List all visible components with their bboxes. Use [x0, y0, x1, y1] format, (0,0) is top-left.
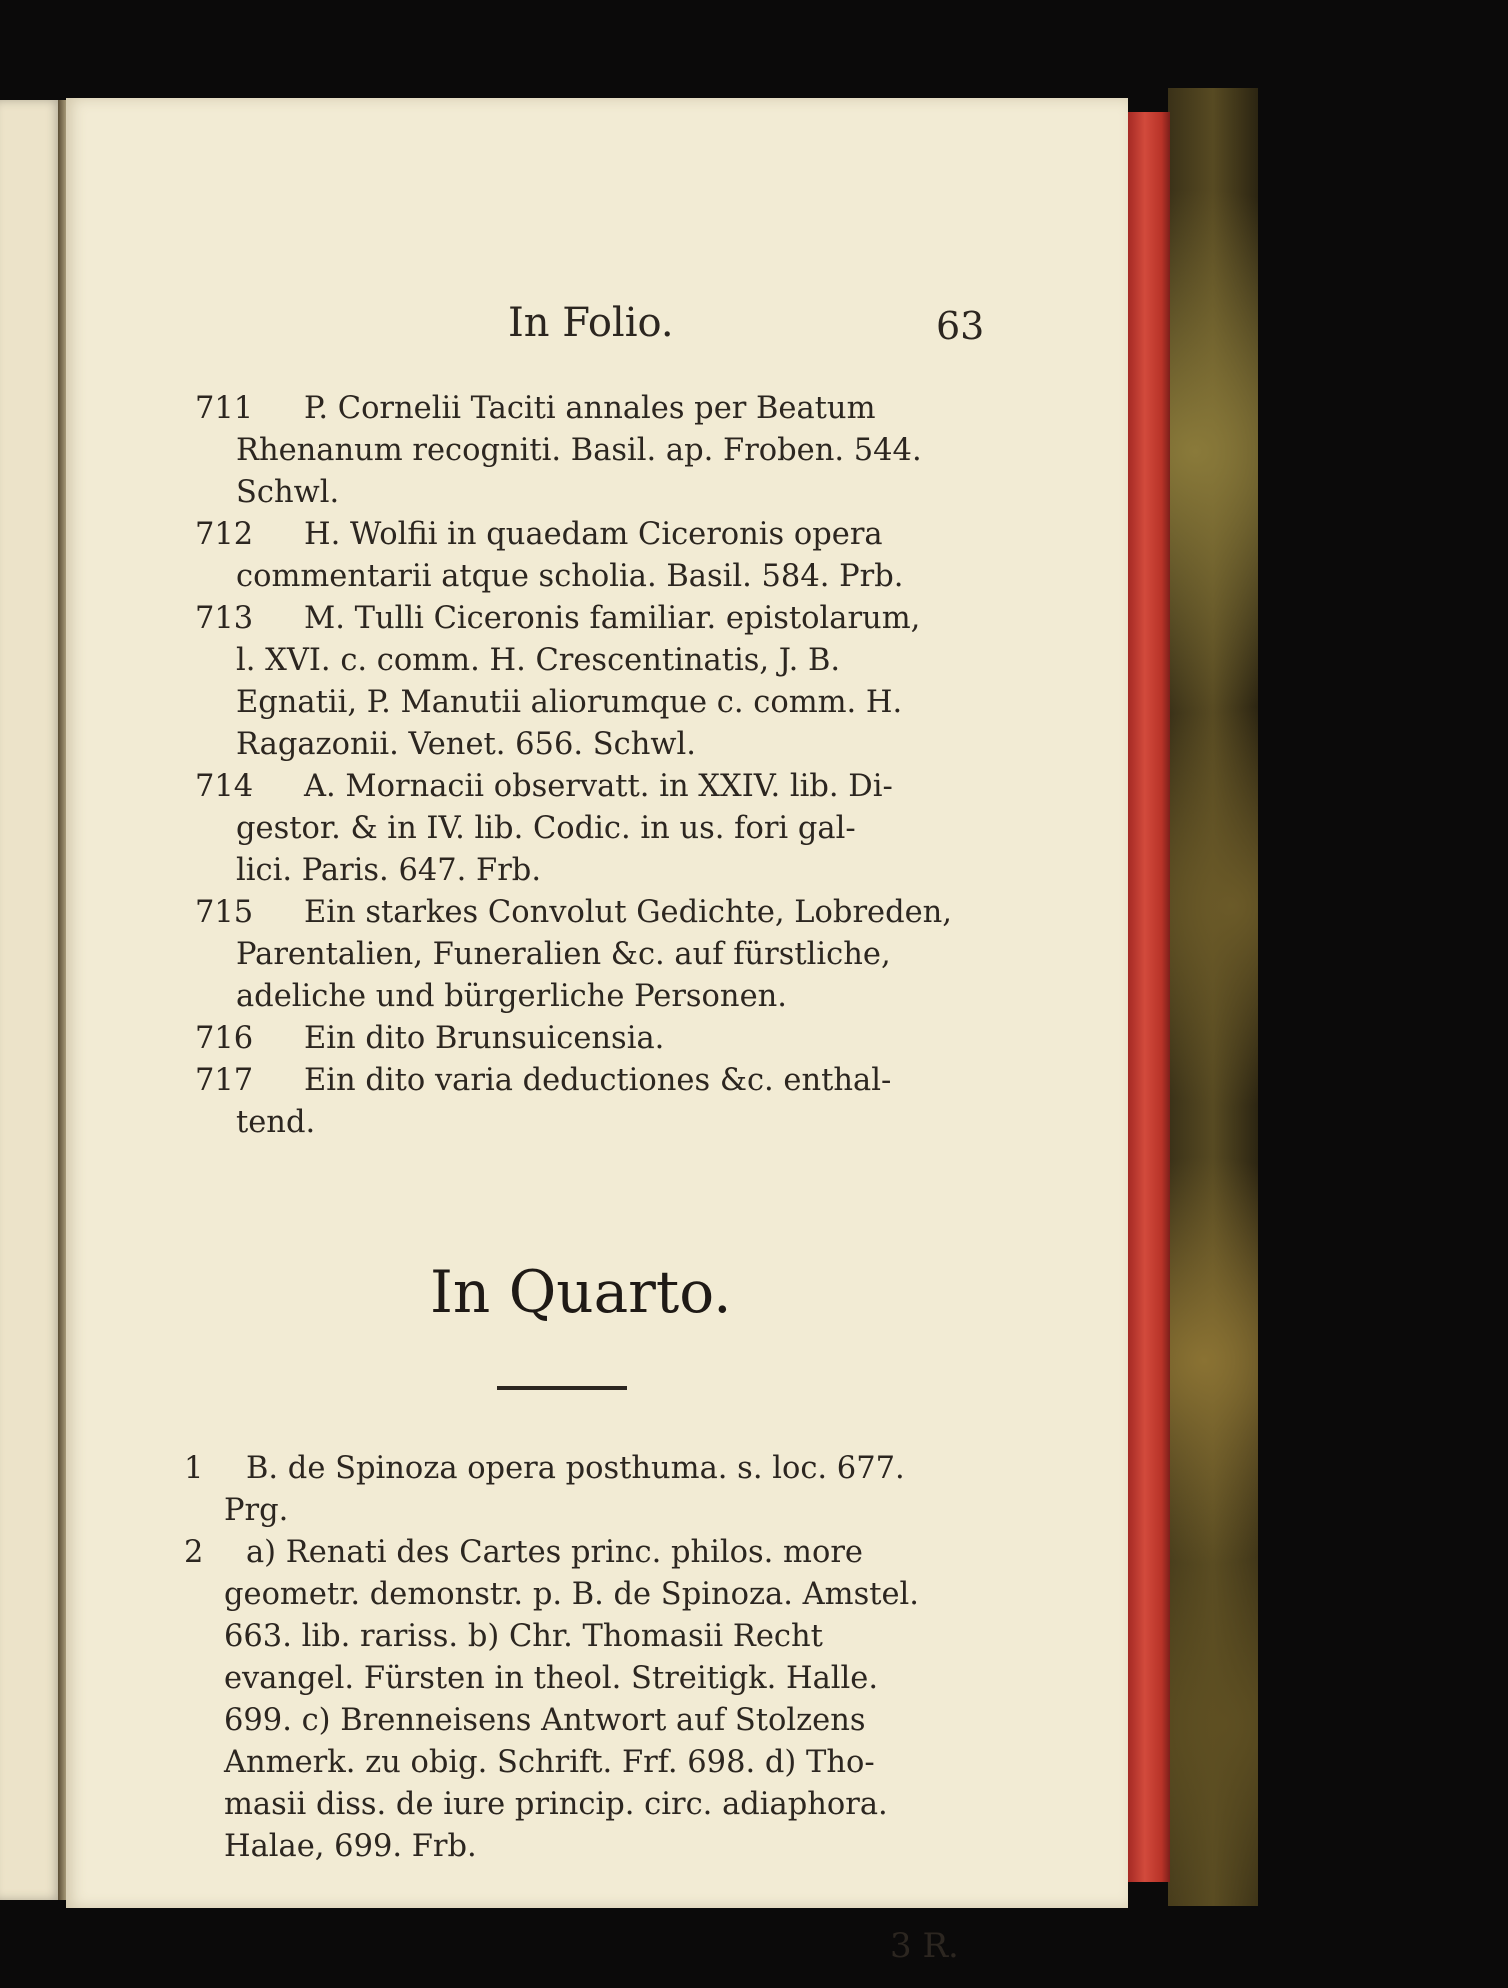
catalog-entry — [66, 598, 1128, 766]
entry-line: M. Tulli Ciceronis familiar. epistolarum, — [304, 601, 921, 636]
entry-line: gestor. & in IV. lib. Codic. in us. fori gal- — [236, 811, 856, 846]
red-page-edges — [1128, 112, 1170, 1882]
entry-number: 713 — [195, 601, 254, 636]
entry-line: Prg. — [224, 1493, 289, 1528]
entry-line: Ein starkes Convolut Gedichte, Lobreden, — [304, 895, 952, 930]
entry-line: commentarii atque scholia. Basil. 584. Prb. — [236, 559, 904, 594]
entry-line: Egnatii, P. Manutii aliorumque c. comm. H. — [236, 685, 903, 720]
section-heading-text: In Quarto. — [430, 1258, 732, 1326]
catalog-entry — [66, 1532, 1128, 1868]
catalog-entry — [66, 1018, 1128, 1060]
entry-line: Parentalien, Funeralien &c. auf fürstliche, — [236, 937, 891, 972]
book-page — [66, 98, 1128, 1966]
entry-line: Rhenanum recogniti. Basil. ap. Froben. 544. — [236, 433, 922, 468]
entry-number: 717 — [195, 1063, 254, 1098]
catalog-entry — [66, 1448, 1128, 1532]
entry-line: a) Renati des Cartes princ. philos. more — [246, 1535, 863, 1570]
quarto-entry-list — [66, 1448, 1128, 1868]
entry-line: 699. c) Brenneisens Antwort auf Stolzens — [224, 1703, 866, 1738]
entry-line: l. XVI. c. comm. H. Crescentinatis, J. B. — [236, 643, 841, 678]
catalog-entry — [66, 388, 1128, 514]
running-title: In Folio. — [508, 300, 674, 346]
entry-line: Ragazonii. Venet. 656. Schwl. — [236, 727, 696, 762]
entry-line: B. de Spinoza opera posthuma. s. loc. 677. — [246, 1451, 905, 1486]
entry-line: Schwl. — [236, 475, 340, 510]
entry-line: adeliche und bürgerliche Personen. — [236, 979, 787, 1014]
section-divider — [497, 1386, 627, 1390]
entry-line: masii diss. de iure princip. circ. adiaphora. — [224, 1787, 888, 1822]
page-number: 63 — [936, 304, 985, 348]
entry-line: Ein dito Brunsuicensia. — [304, 1021, 665, 1056]
entry-line: A. Mornacii observatt. in XXIV. lib. Di- — [304, 769, 893, 804]
entry-number: 1 — [184, 1451, 204, 1486]
catalog-entry — [66, 514, 1128, 598]
entry-number: 716 — [195, 1021, 254, 1056]
entry-line: 663. lib. rariss. b) Chr. Thomasii Recht — [224, 1619, 823, 1654]
entry-line: Anmerk. zu obig. Schrift. Frf. 698. d) Tho- — [224, 1745, 875, 1780]
folio-entry-list — [66, 388, 1128, 1144]
entry-line: tend. — [236, 1105, 316, 1140]
left-page-edge — [0, 100, 62, 1900]
entry-number: 715 — [195, 895, 254, 930]
entry-line: P. Cornelii Taciti annales per Beatum — [304, 391, 876, 426]
entry-number: 711 — [195, 391, 254, 426]
page-header — [66, 300, 1128, 360]
catalog-entry — [66, 1060, 1128, 1144]
catalog-entry — [66, 892, 1128, 1018]
entry-line: H. Wolfii in quaedam Ciceronis opera — [304, 517, 883, 552]
entry-number: 2 — [184, 1535, 204, 1570]
marbled-cover — [1168, 88, 1258, 1906]
entry-line: geometr. demonstr. p. B. de Spinoza. Amstel. — [224, 1577, 919, 1612]
entry-line: lici. Paris. 647. Frb. — [236, 853, 542, 888]
entry-number: 712 — [195, 517, 254, 552]
entry-line: Halae, 699. Frb. — [224, 1829, 477, 1864]
catalog-entry — [66, 766, 1128, 892]
entry-line: evangel. Fürsten in theol. Streitigk. Halle. — [224, 1661, 879, 1696]
catchword: 3 R. — [890, 1926, 959, 1966]
entry-number: 714 — [195, 769, 254, 804]
entry-line: Ein dito varia deductiones &c. enthal- — [304, 1063, 892, 1098]
